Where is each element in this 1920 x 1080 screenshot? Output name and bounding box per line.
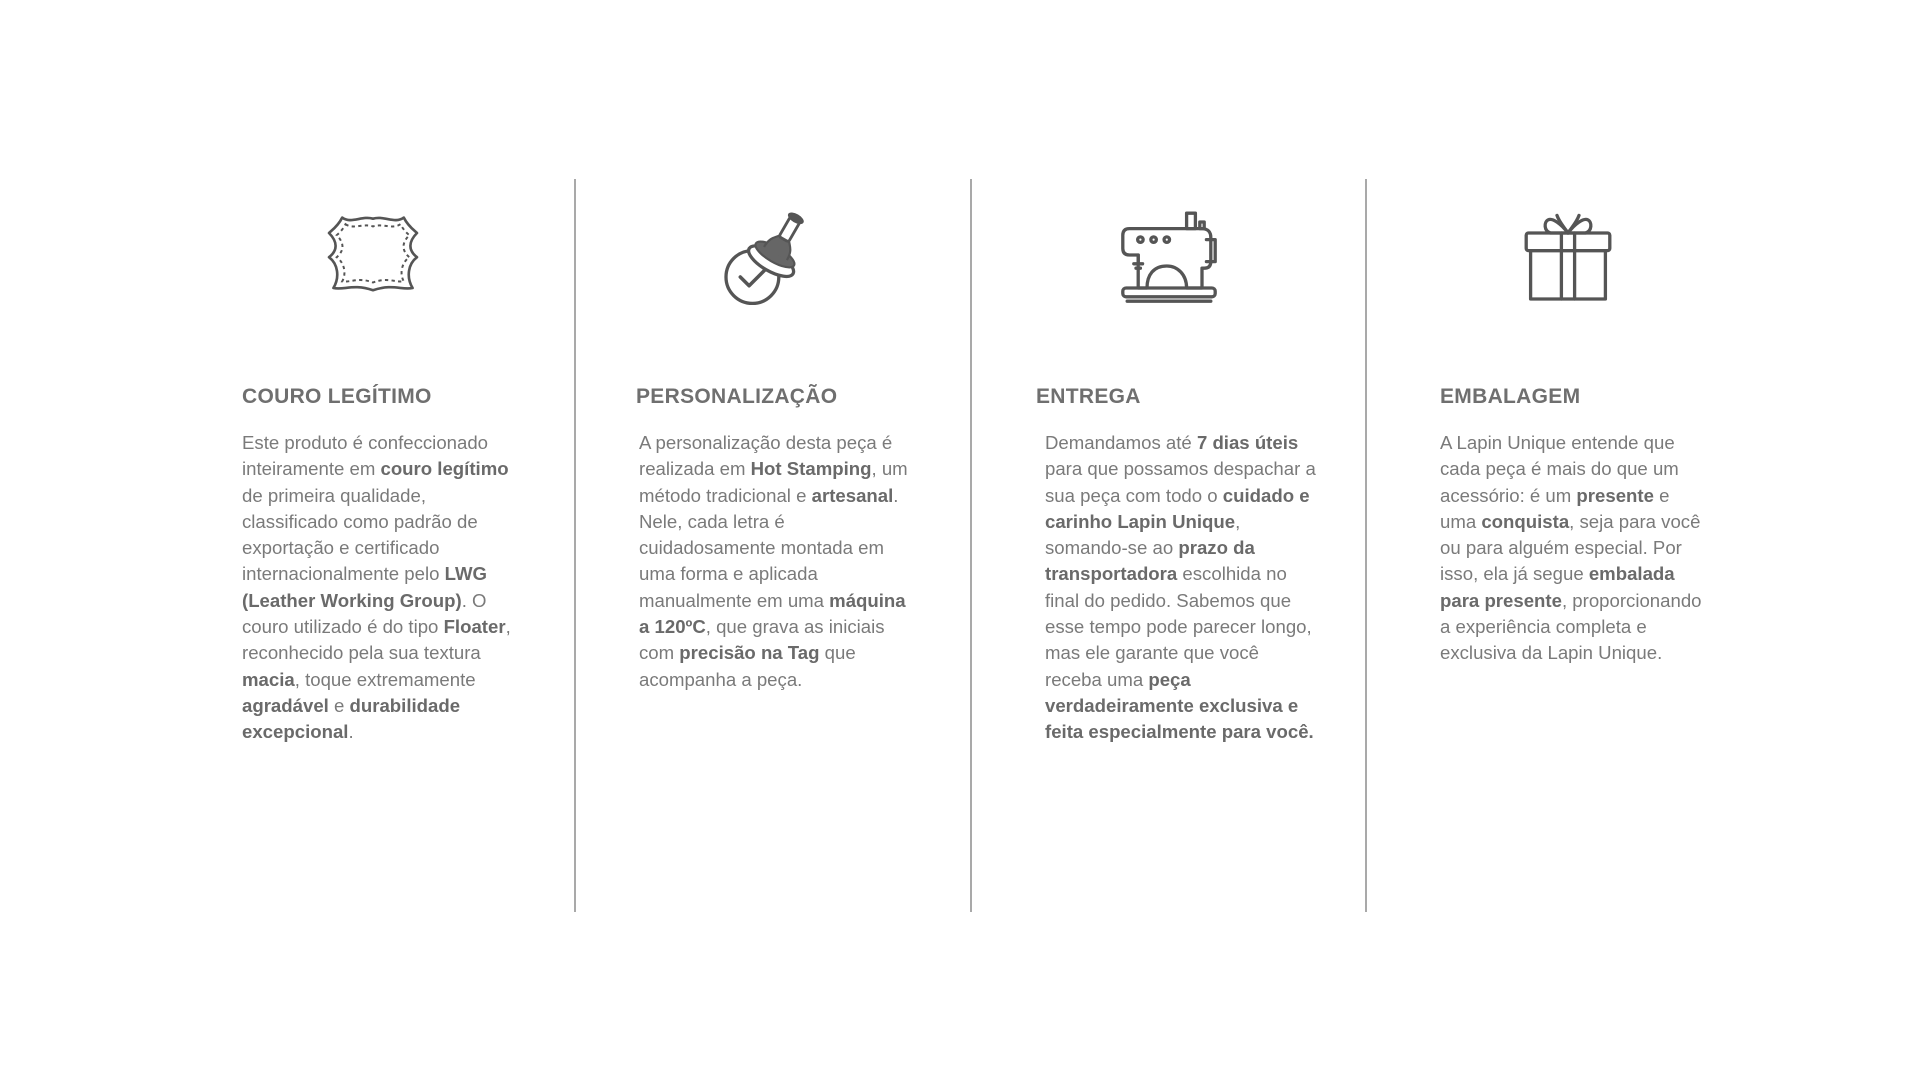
- gift-box-icon: [1513, 200, 1623, 310]
- feature-title: ENTREGA: [1036, 385, 1141, 408]
- stamp-check-icon: [715, 200, 825, 310]
- emphasis-text: durabilidade excepcional: [242, 694, 461, 743]
- emphasis-text: macia: [242, 668, 295, 690]
- feature-description: [639, 430, 911, 693]
- emphasis-text: prazo da transportadora: [1045, 537, 1255, 585]
- feature-title: PERSONALIZAÇÃO: [636, 385, 838, 408]
- feature-title: EMBALAGEM: [1440, 385, 1581, 408]
- emphasis-text: conquista: [1481, 510, 1570, 532]
- description-text: e: [328, 694, 350, 716]
- description-text: , proporcionando a experiência completa e exclusiva da Lapin Unique.: [1440, 589, 1702, 664]
- description-text: . Nele, cada letra é cuidadosamente montada em uma forma e aplicada manualmente em uma: [639, 484, 899, 611]
- column-divider-2: [970, 179, 972, 912]
- emphasis-text: LWG (Leather Working Group): [242, 563, 487, 611]
- description-text: , que grava as iniciais com: [639, 616, 885, 664]
- emphasis-text: peça verdadeiramente exclusiva e feita especialmente para você.: [1045, 668, 1314, 743]
- description-text: , reconhecido pela sua textura: [242, 616, 511, 664]
- sewing-machine-icon: [1114, 200, 1224, 310]
- emphasis-text: embalada para presente: [1440, 563, 1675, 611]
- description-text: Demandamos até: [1045, 432, 1197, 453]
- emphasis-text: precisão na Tag: [679, 642, 820, 664]
- column-divider-3: [1365, 179, 1367, 912]
- description-text: escolhida no final do pedido. Sabemos que esse tempo pode parecer longo, mas ele garante que você receba uma: [1045, 563, 1312, 690]
- emphasis-text: máquina a 120ºC: [639, 589, 906, 638]
- emphasis-text: couro legítimo: [380, 458, 509, 480]
- emphasis-text: artesanal: [811, 484, 894, 506]
- description-text: , um método tradicional e: [639, 458, 908, 506]
- emphasis-text: cuidado e carinho Lapin Unique: [1045, 484, 1310, 532]
- emphasis-text: agradável: [242, 694, 329, 716]
- description-text: A personalização desta peça é realizada em: [639, 432, 893, 480]
- emphasis-text: 7 dias úteis: [1196, 432, 1299, 453]
- description-text: de primeira qualidade, classificado como padrão de exportação e certificado internacionalmente pelo: [242, 484, 478, 585]
- feature-description: [1045, 430, 1317, 746]
- description-text: Este produto é confeccionado inteiramente em: [242, 432, 489, 480]
- description-text: A Lapin Unique entende que cada peça é mais do que um acessório: é um: [1440, 432, 1679, 506]
- description-text: , somando-se ao: [1045, 510, 1241, 559]
- description-text: , seja para você ou para alguém especial. Por isso, ela já segue: [1440, 510, 1701, 585]
- emphasis-text: Floater: [443, 616, 506, 638]
- description-text: para que possamos despachar a sua peça com todo o: [1045, 458, 1316, 506]
- leather-hide-icon: [318, 200, 428, 310]
- column-divider-1: [574, 179, 576, 912]
- description-text: e uma: [1440, 484, 1670, 532]
- description-text: , toque extremamente: [294, 668, 476, 690]
- description-text: .: [348, 721, 354, 743]
- description-text: . O couro utilizado é do tipo: [242, 589, 487, 638]
- description-text: que acompanha a peça.: [639, 642, 856, 690]
- emphasis-text: Hot Stamping: [750, 458, 872, 480]
- feature-title: COURO LEGÍTIMO: [242, 385, 432, 408]
- feature-description: [1440, 430, 1710, 667]
- emphasis-text: presente: [1576, 484, 1654, 506]
